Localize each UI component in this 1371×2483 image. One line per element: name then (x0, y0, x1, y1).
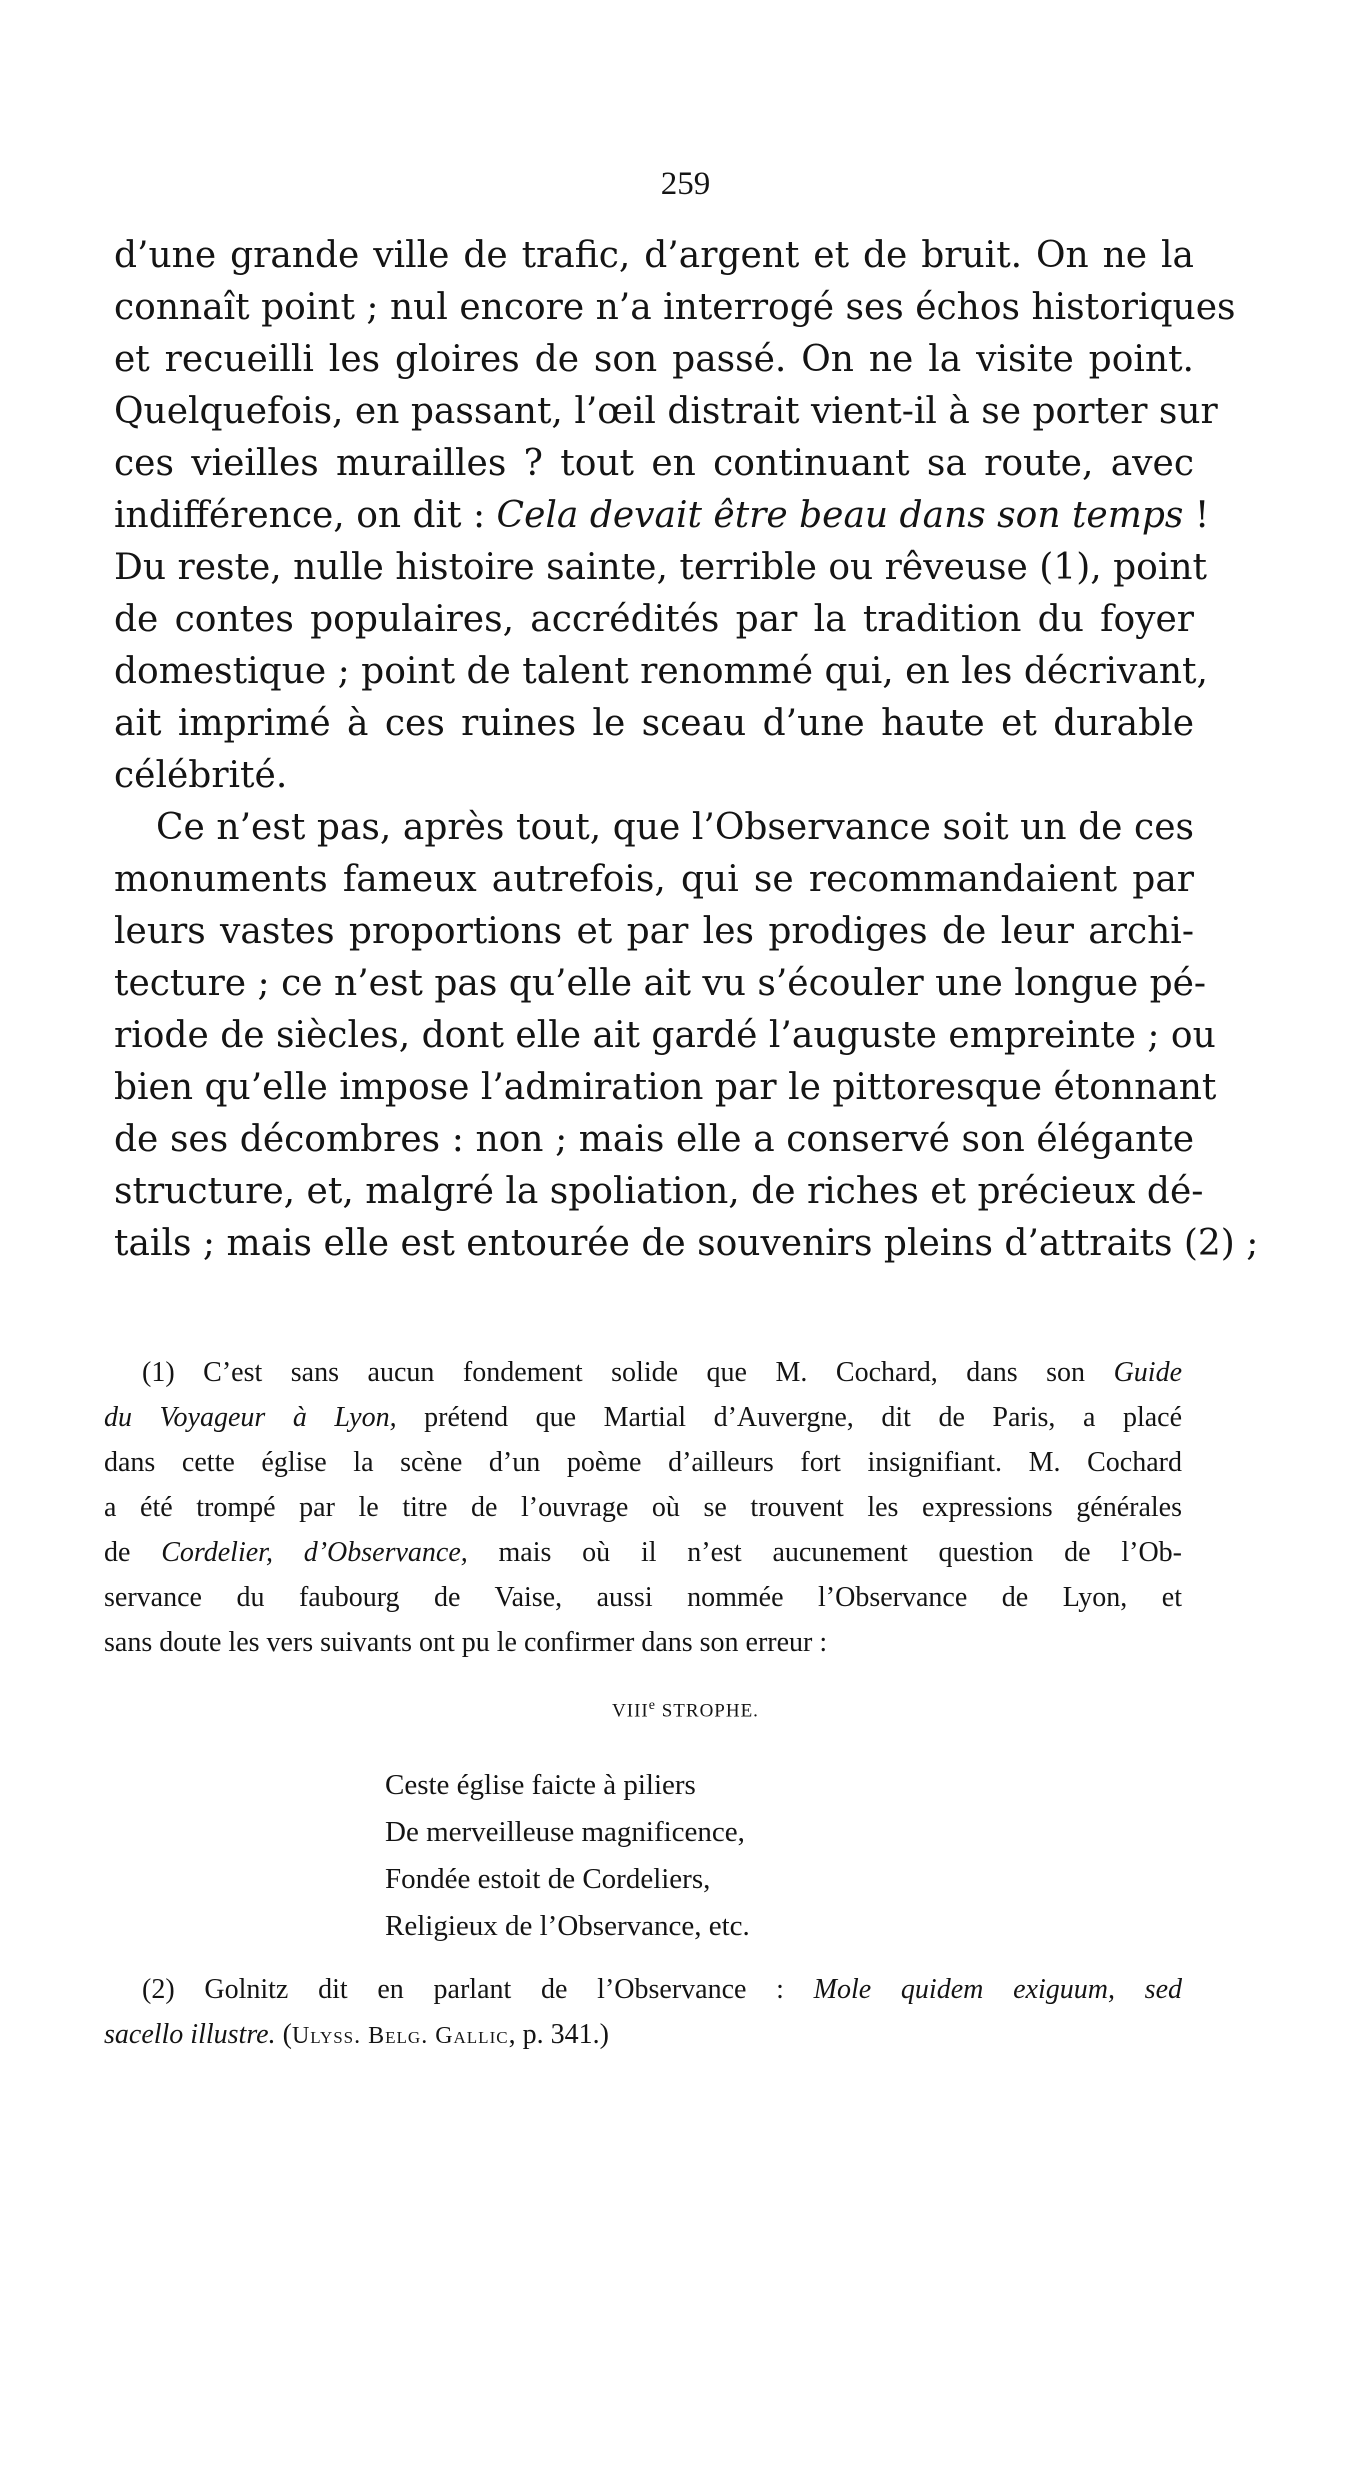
footnote-segment: (2) Golnitz dit en parlant de l’Observance : (142, 1974, 784, 2005)
footnote-segment: de (104, 1537, 131, 1568)
text-line: bien qu’elle impose l’admiration par le pittoresque étonnant (114, 1067, 1217, 1108)
page-number: 259 (660, 166, 711, 202)
text-line: de contes populaires, accrédités par la tradition du foyer (114, 599, 1194, 640)
text-segment: ! (1194, 495, 1210, 536)
footnote-segment: mais où il n’est aucunement question de l’Ob- (498, 1537, 1182, 1568)
text-line (114, 490, 1210, 542)
text-line: et recueilli les gloires de son passé. On ne la visite point. (114, 339, 1194, 380)
verse-line: Ceste église faicte à piliers (385, 1769, 696, 1801)
italic-quote: Cela devait être beau dans son temps (496, 495, 1184, 536)
footnote-segment: , p. 341.) (508, 2019, 609, 2050)
footnote-line (104, 1395, 1182, 1440)
text-line: ait imprimé à ces ruines le sceau d’une haute et durable (114, 703, 1194, 744)
text-segment: indifférence, on dit : (114, 495, 486, 536)
verse-block (385, 1762, 750, 1950)
footnote-segment: ( (282, 2019, 292, 2050)
footnote-2 (104, 1967, 1182, 2057)
footnote-line (104, 1350, 1182, 1395)
verse-heading (0, 1698, 1371, 1722)
verse-line: De merveilleuse magnificence, (385, 1816, 745, 1848)
footnote-italic: sacello illustre. (104, 2019, 276, 2050)
text-line: tecture ; ce n’est pas qu’elle ait vu s’écouler une longue pé- (114, 963, 1207, 1004)
footnote-italic: du Voyageur à Lyon, (104, 1402, 397, 1433)
text-line: domestique ; point de talent renommé qui, en les décrivant, (114, 651, 1208, 692)
footnote-italic: Cordelier, d’Observance, (161, 1537, 468, 1568)
text-line: monuments fameux autrefois, qui se recommandaient par (114, 859, 1194, 900)
footnote-segment: prétend que Martial d’Auvergne, dit de Paris, a placé (424, 1402, 1183, 1433)
text-line: structure, et, malgré la spoliation, de riches et précieux dé- (114, 1171, 1204, 1212)
footnote-line: servance du faubourg de Vaise, aussi nommée l’Observance de Lyon, et (104, 1582, 1182, 1613)
footnote-italic: Guide (1113, 1357, 1183, 1388)
text-line: Quelquefois, en passant, l’œil distrait vient-il à se porter sur (114, 391, 1218, 432)
text-line: d’une grande ville de trafic, d’argent et de bruit. On ne la (114, 235, 1194, 276)
citation-smallcaps: Ulyss. Belg. Gallic (291, 2023, 509, 2049)
main-text-body (114, 230, 1259, 1270)
footnote-italic: Mole quidem exiguum, sed (813, 1974, 1183, 2005)
text-line: Ce n’est pas, après tout, que l’Observance soit un de ces (156, 807, 1194, 848)
verse-line: Religieux de l’Observance, etc. (385, 1910, 750, 1942)
verse-heading-word: STROPHE. (661, 1700, 759, 1722)
footnote-1 (104, 1350, 1182, 1665)
footnote-line: sans doute les vers suivants ont pu le confirmer dans son erreur : (104, 1627, 828, 1658)
text-line: tails ; mais elle est entourée de souvenirs pleins d’attraits (2) ; (114, 1223, 1259, 1264)
footnote-line (104, 2012, 1182, 2057)
text-line: de ses décombres : non ; mais elle a conservé son élégante (114, 1119, 1194, 1160)
text-line: connaît point ; nul encore n’a interrogé ses échos historiques (114, 287, 1236, 328)
text-line: Du reste, nulle histoire sainte, terrible ou rêveuse (1), point (114, 547, 1208, 588)
text-line: célébrité. (114, 755, 288, 796)
footnote-segment: (1) C’est sans aucun fondement solide que M. Cochard, dans son (142, 1357, 1086, 1388)
footnote-line: dans cette église la scène d’un poème d’ailleurs fort insignifiant. M. Cochard (104, 1447, 1182, 1478)
verse-heading-roman: VIII (612, 1700, 649, 1722)
verse-heading-sup: e (648, 1698, 656, 1713)
text-line: ces vieilles murailles ? tout en continuant sa route, avec (114, 443, 1194, 484)
text-line: leurs vastes proportions et par les prodiges de leur archi- (114, 911, 1194, 952)
footnote-line (104, 1530, 1182, 1575)
verse-line: Fondée estoit de Cordeliers, (385, 1863, 711, 1895)
text-line: riode de siècles, dont elle ait gardé l’auguste empreinte ; ou (114, 1015, 1216, 1056)
footnote-line: a été trompé par le titre de l’ouvrage où se trouvent les expressions générales (104, 1492, 1182, 1523)
footnote-line (104, 1967, 1182, 2012)
